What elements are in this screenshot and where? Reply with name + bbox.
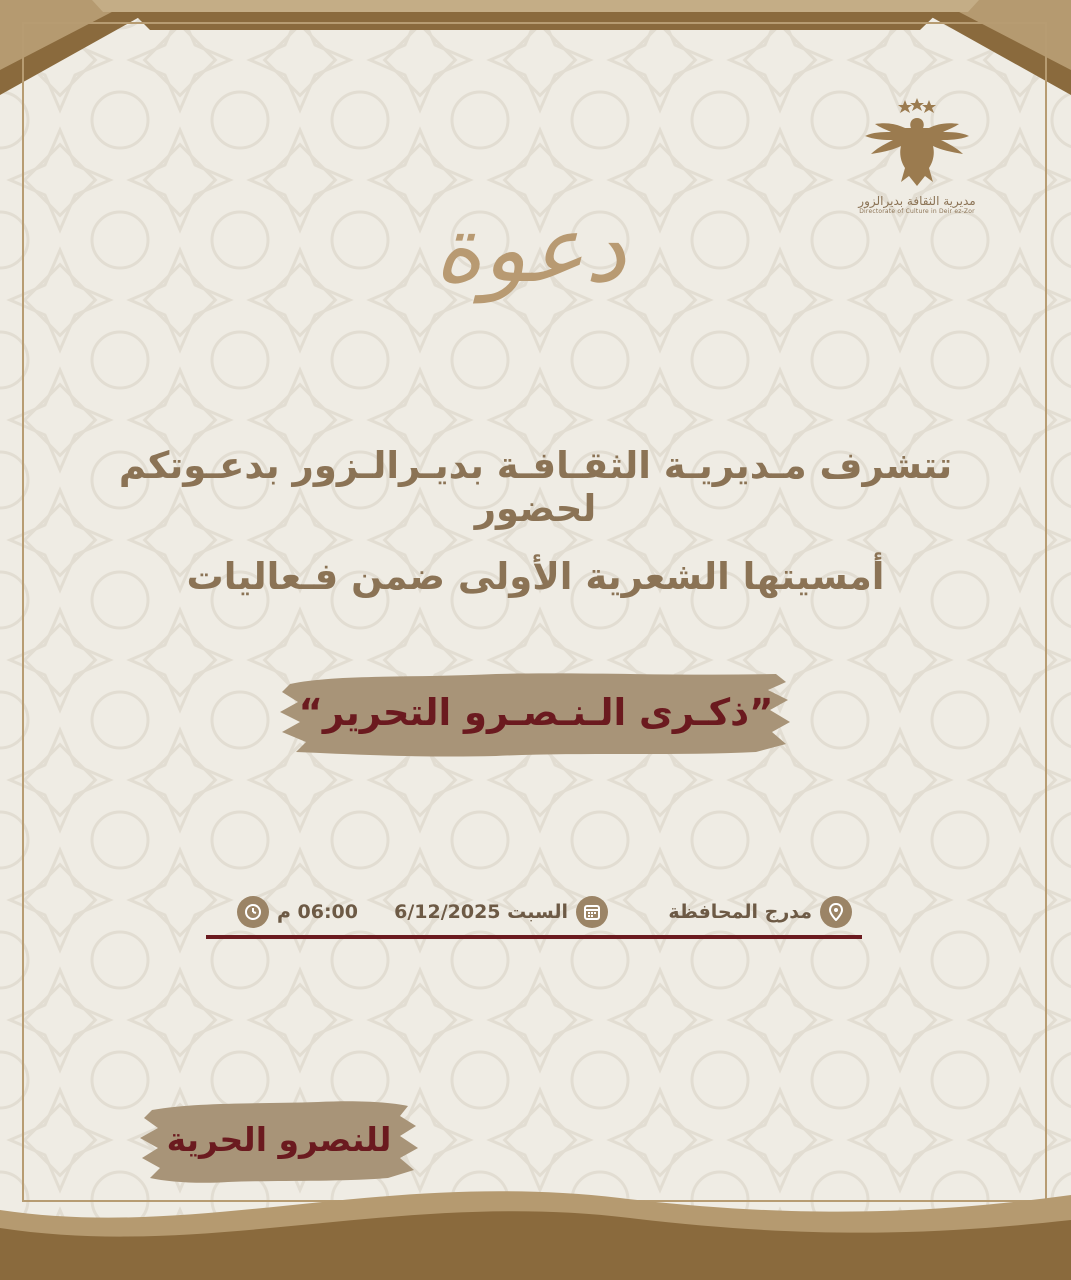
time-detail xyxy=(237,892,366,932)
date-text: السبت 6/12/2025 xyxy=(394,901,568,923)
time-text: 06:00 م xyxy=(276,901,358,923)
event-title-banner xyxy=(276,668,796,760)
heading-text: دعوة xyxy=(434,196,626,303)
clock-icon xyxy=(237,896,269,928)
details-underline xyxy=(206,935,862,939)
invitation-heading xyxy=(300,175,760,325)
bottom-frame xyxy=(0,1170,1071,1280)
location-text: مدرج المحافظة xyxy=(668,901,812,923)
logo-name-english: Directorate of Culture in Deir ez-Zor xyxy=(859,208,975,215)
slogan-banner xyxy=(138,1096,420,1186)
logo-name-arabic: مديرية الثقافة بديرالزور xyxy=(858,194,976,208)
eagle-with-three-stars-icon xyxy=(857,98,977,190)
location-detail xyxy=(660,892,852,932)
calendar-icon xyxy=(576,896,608,928)
map-pin-icon xyxy=(820,896,852,928)
invitation-line-2: أمسيتها الشعرية الأولى ضمن فـعاليات xyxy=(186,555,885,598)
event-details xyxy=(206,888,862,938)
slogan-text: للنصرو الحرية xyxy=(166,1120,392,1159)
date-detail xyxy=(386,892,608,932)
logo xyxy=(842,98,992,215)
event-title: ”ذكـرى الـنـصـرو التحرير“ xyxy=(298,691,774,734)
invitation-line-1: تتشرف مـديريـة الثقـافـة بديـرالـزور بدعـوتكم لحضور xyxy=(118,444,953,530)
